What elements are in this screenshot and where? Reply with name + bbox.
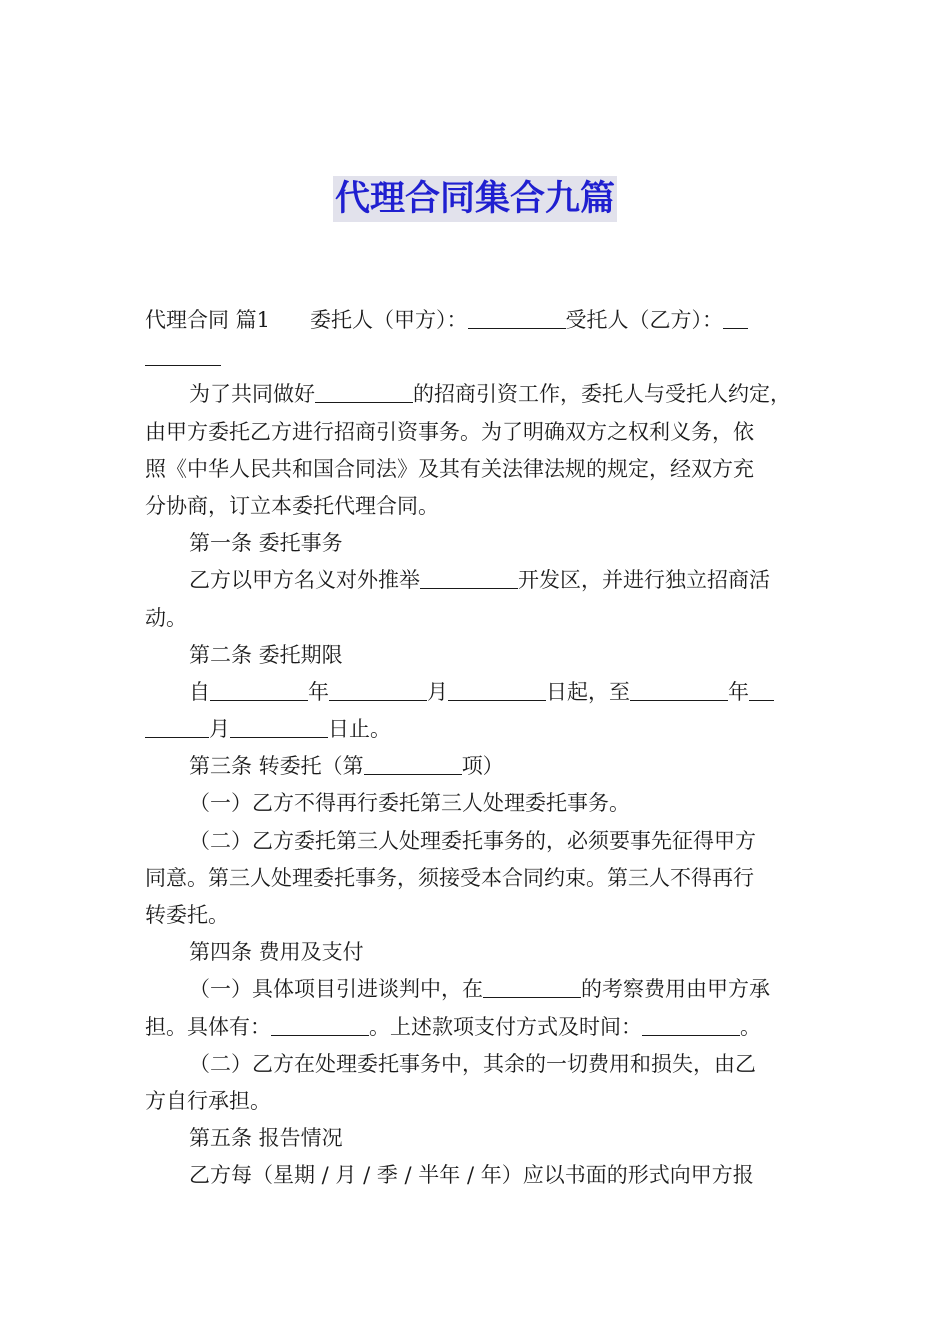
blank-field — [315, 379, 413, 403]
blank-field — [468, 305, 566, 329]
text-line: （二）乙方在处理委托事务中，其余的一切费用和损失，由乙 — [189, 1051, 756, 1076]
blank-field — [448, 677, 546, 701]
blank-field — [329, 677, 427, 701]
blank-field — [630, 677, 728, 701]
text-line: 同意。第三人处理委托事务，须接受本合同约束。第三人不得再行 — [145, 865, 754, 890]
text-line — [145, 339, 810, 376]
document-title: 代理合同集合九篇 — [333, 176, 617, 222]
article-heading: 第二条 委托期限 — [189, 642, 343, 667]
blank-field — [420, 565, 518, 589]
text-line: 乙方以甲方名义对外推举 开发区，并进行独立招商活 — [145, 562, 810, 599]
contract-header-line — [145, 302, 810, 339]
text-line: （二）乙方委托第三人处理委托事务的，必须要事先征得甲方 — [189, 828, 756, 853]
blank-field — [642, 1012, 740, 1036]
text-line: 自 年 月 日起，至 年 — [145, 674, 810, 711]
text-line: （一）具体项目引进谈判中，在 的考察费用由甲方承 — [145, 971, 810, 1008]
blank-field — [210, 677, 308, 701]
article-heading: 第三条 转委托（第 项） — [145, 748, 810, 785]
document-title-wrap — [0, 176, 950, 222]
article-heading: 第一条 委托事务 — [189, 531, 343, 556]
blank-field — [364, 751, 462, 775]
text-line: 为了共同做好 的招商引资工作，委托人与受托人约定， — [145, 376, 810, 413]
text-line: 由甲方委托乙方进行招商引资事务。为了明确双方之权利义务，依 — [145, 419, 754, 444]
text-line: 转委托。 — [145, 903, 229, 927]
text-line: 照《中华人民共和国合同法》及其有关法律法规的规定，经双方充 — [145, 456, 754, 481]
blank-field — [145, 342, 221, 366]
text-line: 月 日止。 — [145, 711, 810, 748]
article-heading: 第五条 报告情况 — [189, 1126, 343, 1151]
blank-field — [271, 1012, 369, 1036]
blank-field — [749, 677, 774, 701]
blank-field — [723, 305, 748, 329]
article-heading: 第四条 费用及支付 — [189, 940, 364, 965]
document-body — [145, 302, 810, 1195]
party-a-label: 委托人（甲方）： — [310, 308, 468, 332]
text-line: 动。 — [145, 605, 187, 630]
contract-label: 代理合同 篇1 — [145, 308, 271, 332]
text-line: 乙方每（星期 / 月 / 季 / 半年 / 年）应以书面的形式向甲方报 — [189, 1163, 754, 1188]
text-line: 分协商，订立本委托代理合同。 — [145, 493, 439, 518]
party-b-label: 受托人（乙方）： — [565, 308, 724, 332]
blank-field — [145, 714, 209, 738]
text-line: 方自行承担。 — [145, 1088, 271, 1113]
blank-field — [230, 714, 328, 738]
text-line: （一）乙方不得再行委托第三人处理委托事务。 — [189, 791, 630, 816]
blank-field — [483, 974, 581, 998]
text-line: 担。具体有： 。上述款项支付方式及时间： 。 — [145, 1009, 810, 1046]
